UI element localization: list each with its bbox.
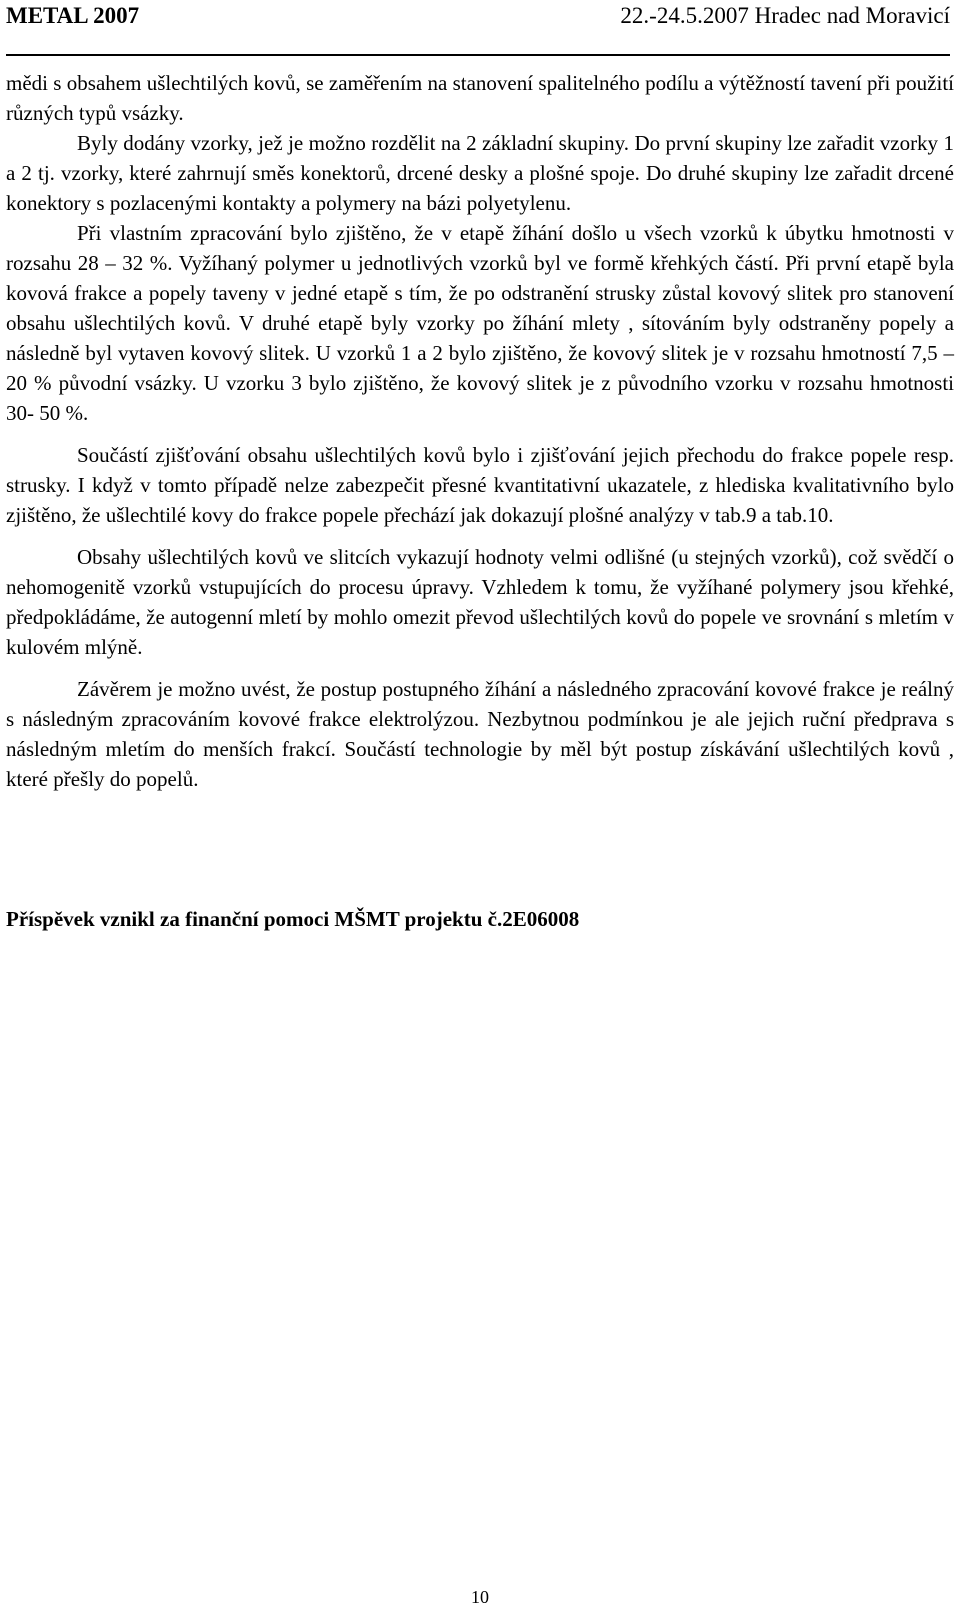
header-date-location: 22.-24.5.2007 Hradec nad Moravicí — [620, 3, 950, 28]
header-conference-title: METAL 2007 — [6, 3, 140, 28]
page-header — [6, 0, 950, 56]
acknowledgement: Příspěvek vznikl za finanční pomoci MŠMT projektu č.2E06008 — [6, 907, 580, 931]
paragraph-conclusion: Závěrem je možno uvést, že postup postupného žíhání a následného zpracování kovové frakce je reálný s následným zpracováním kovové frakce elektrolýzou. Nezbytnou podmínkou je ale jejich ruční předprava s následným mletím do menších frakcí. Součástí technologie by měl být postup získávání ušlechtilých kovů , které přešly do popelů. — [6, 677, 954, 791]
paragraph-continuation: mědi s obsahem ušlechtilých kovů, se zaměřením na stanovení spalitelného podílu a výtěžností tavení při použití různých typů vsázky. — [6, 71, 954, 125]
page-number: 10 — [471, 1587, 489, 1607]
paragraph-sample-groups: Byly dodány vzorky, jež je možno rozdělit na 2 základní skupiny. Do první skupiny lze zařadit vzorky 1 a 2 tj. vzorky, které zahrnují směs konektorů, drcené desky a plošné spoje. Do druhé skupiny lze zařadit drcené konektory s pozlacenými kontakty a polymery na bázi polyetylenu. — [6, 131, 954, 215]
paragraph-ash-transfer: Součástí zjišťování obsahu ušlechtilých kovů bylo i zjišťování jejich přechodu do frakce popele resp. strusky. I když v tomto případě nelze zabezpečit přesné kvantitativní ukazatele, z hlediska kvalitativního bylo zjištěno, že ušlechtilé kovy do frakce popele přechází jak dokazují plošné analýzy v tab.9 a tab.10. — [6, 443, 954, 527]
paragraph-inhomogeneity: Obsahy ušlechtilých kovů ve slitcích vykazují hodnoty velmi odlišné (u stejných vzorků), což svědčí o nehomogenitě vzorků vstupujících do procesu úpravy. Vzhledem k tomu, že vyžíhané polymery jsou křehké, předpokládáme, že autogenní mletí by mohlo omezit převod ušlechtilých kovů do popele ve srovnání s mletím v kulovém mlýně. — [6, 545, 954, 659]
body-text — [6, 68, 954, 794]
paragraph-processing: Při vlastním zpracování bylo zjištěno, že v etapě žíhání došlo u všech vzorků k úbytku hmotnosti v rozsahu 28 – 32 %. Vyžíhaný polymer u jednotlivých vzorků byl ve formě křehkých částí. Při první etapě byla kovová frakce a popely taveny v jedné etapě s tím, že po odstranění strusky zůstal kovový slitek pro stanovení obsahu ušlechtilých kovů. V druhé etapě byly vzorky po žíhání mlety , sítováním byly odstraněny popely a následně byl vytaven kovový slitek. U vzorků 1 a 2 bylo zjištěno, že kovový slitek je v rozsahu hmotností 7,5 – 20 % původní vsázky. U vzorku 3 bylo zjištěno, že kovový slitek je z původního vzorku v rozsahu hmotnosti 30- 50 %. — [6, 221, 954, 425]
